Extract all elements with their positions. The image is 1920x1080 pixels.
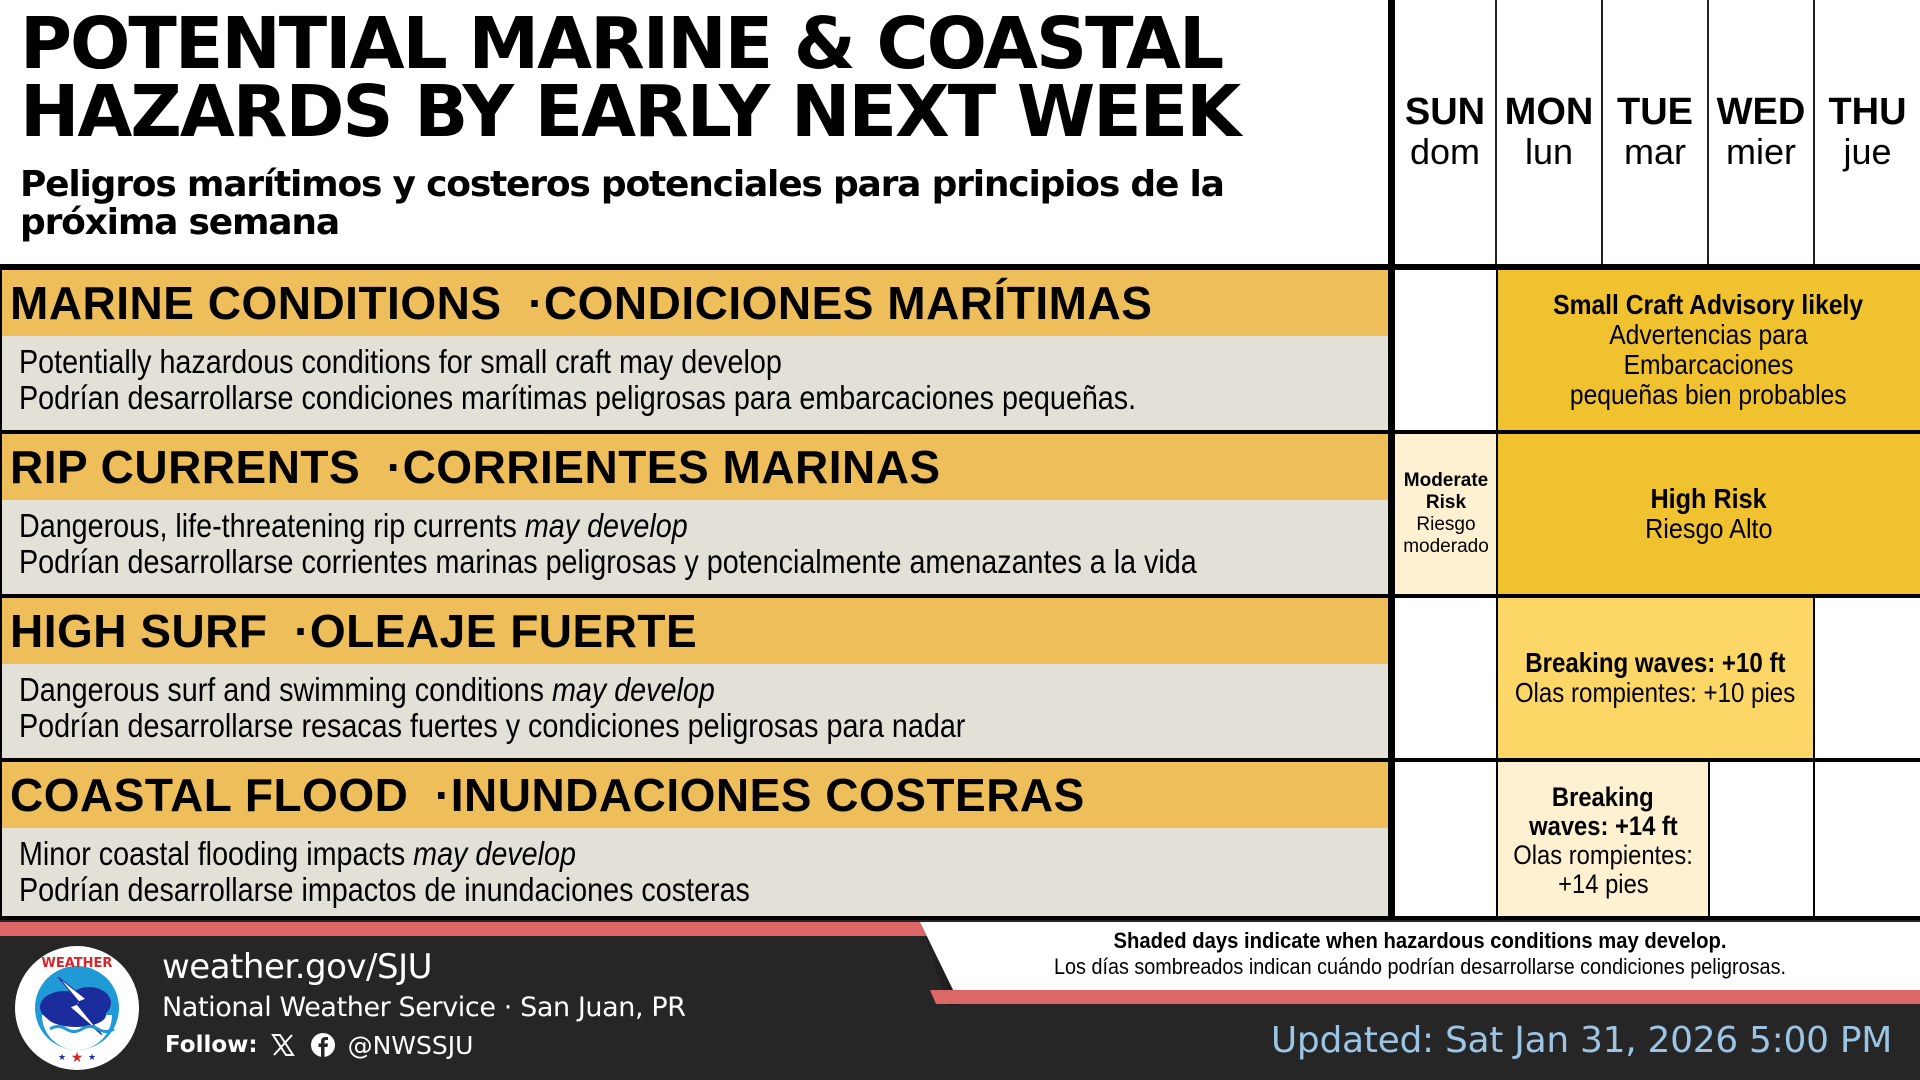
day-label-es: mar [1624,131,1686,172]
page-subtitle [20,166,1380,242]
hazard-title-rip-currents [0,434,1388,500]
subtitle-line-2: próxima semana [20,202,339,243]
notice-es: Los días sombreados indican cuándo podrían desarrollarse condiciones peligrosas. [1054,954,1786,979]
day-label-en: MON [1504,91,1594,133]
cell-text-2: moderado [1403,536,1489,557]
cell-text-1: Riesgo Alto [1644,513,1773,544]
cell-bold-text: Breaking [1552,782,1654,812]
cell-flood-sun [1395,762,1497,920]
day-label-es: lun [1524,131,1574,172]
hazard-desc-rip-currents [0,500,1388,594]
day-tue [1603,0,1709,264]
cell-text-2: +14 pies [1557,869,1649,899]
hazard-title-es: ·OLEAJE FUERTE [294,605,698,657]
desc-en-italic: may develop [524,507,688,544]
hazard-title-en: RIP CURRENTS [10,441,361,493]
page-title [20,2,1370,153]
subtitle-line-1: Peligros marítimos y costeros potenciales para principios de la [20,164,1224,205]
hazard-title-es: ·INUNDACIONES COSTERAS [434,769,1085,821]
cell-text-2: pequeñas bien probables [1570,379,1847,410]
desc-en-italic: may develop [413,835,576,872]
notice-accent-band [930,990,1920,1004]
office-name: National Weather Service · San Juan, PR [162,992,686,1023]
cell-bold-text: Breaking waves: +10 ft [1525,647,1786,678]
svg-text:★: ★ [87,1053,97,1063]
desc-es: Podrían desarrollarse condiciones marítimas peligrosas para embarcaciones pequeñas. [19,379,1137,416]
desc-es: Podrían desarrollarse corrientes marinas peligrosas y potencialmente amenazantes a la vida [19,543,1197,580]
facebook-icon[interactable] [308,1030,338,1060]
day-label-en: WED [1716,91,1806,133]
divider [0,270,2,920]
svg-text:★: ★ [57,1053,67,1063]
cell-flood-thu [1814,762,1920,920]
social-handle[interactable]: @NWSSJU [347,1030,474,1060]
cell-text-1: Olas rompientes: [1513,840,1693,870]
desc-en: Dangerous surf and swimming conditions [19,671,552,708]
cell-rip-sun [1395,434,1497,594]
cell-surf-sun [1395,598,1497,758]
divider [1388,0,1395,920]
title-line-2: HAZARDS BY EARLY NEXT WEEK [20,70,1240,153]
divider [1813,598,1815,920]
cell-bold-text: High Risk [1650,483,1767,514]
title-line-1: POTENTIAL MARINE & COASTAL [20,2,1223,85]
day-label-en: TUE [1617,91,1693,133]
day-label-es: jue [1843,131,1892,172]
day-wed [1709,0,1815,264]
hazard-title-en: HIGH SURF [10,605,268,657]
cell-flood-wed [1709,762,1814,920]
follow-row [165,1030,473,1060]
nws-logo-icon [14,945,140,1071]
desc-en: Minor coastal flooding impacts [19,835,414,872]
hazard-title-en: MARINE CONDITIONS [10,277,502,329]
day-label-en: SUN [1404,91,1486,133]
day-label-en: THU [1828,91,1907,133]
desc-es: Podrían desarrollarse impactos de inundaciones costeras [19,871,750,908]
cell-bold-text: waves: +14 ft [1528,811,1678,841]
hazard-desc-marine [0,336,1388,430]
notice-en: Shaded days indicate when hazardous conditions may develop. [1113,928,1727,953]
desc-en-italic: may develop [551,671,715,708]
divider [0,758,1920,762]
day-mon [1497,0,1603,264]
divider [0,430,1920,434]
cell-bold-text: Risk [1425,492,1467,513]
svg-text:WEATHER: WEATHER [41,956,113,971]
cell-rip-mon-thu [1497,434,1920,594]
hazard-title-high-surf [0,598,1388,664]
desc-es: Podrían desarrollarse resacas fuertes y condiciones peligrosas para nadar [19,707,966,744]
cell-surf-mon-wed [1497,598,1814,758]
divider [0,594,1920,598]
footer-accent-band [0,922,930,936]
day-label-es: mier [1726,131,1796,172]
cell-text-1: Advertencias para Embarcaciones [1609,319,1808,380]
hazard-title-coastal-flood [0,762,1388,828]
hazard-title-en: COASTAL FLOOD [10,769,409,821]
hazard-title-marine [0,270,1388,336]
svg-text:★: ★ [70,1050,84,1066]
cell-surf-thu [1814,598,1920,758]
cell-bold-text: Small Craft Advisory likely [1553,289,1864,320]
divider [0,264,1920,270]
hazard-desc-high-surf [0,664,1388,758]
desc-en: Dangerous, life-threatening rip currents [19,507,525,544]
hazard-desc-coastal-flood [0,828,1388,920]
x-icon[interactable] [268,1030,298,1060]
desc-en: Potentially hazardous conditions for small craft may develop [19,343,782,380]
hazard-title-es: ·CORRIENTES MARINAS [386,441,941,493]
day-thu [1815,0,1920,264]
cell-marine-sun [1395,270,1497,430]
cell-text-1: Olas rompientes: +10 pies [1515,677,1796,708]
divider [1496,270,1498,920]
day-label-es: dom [1409,131,1481,172]
updated-timestamp: Updated: Sat Jan 31, 2026 5:00 PM [1270,1020,1892,1061]
hazard-title-es: ·CONDICIONES MARÍTIMAS [528,277,1153,329]
cell-marine-mon-thu [1497,270,1920,430]
cell-bold-text: Moderate [1403,470,1489,491]
day-header [1395,0,1920,264]
follow-label: Follow: [165,1032,258,1058]
divider [1708,762,1710,920]
website-link[interactable]: weather.gov/SJU [162,947,432,987]
cell-flood-mon-tue [1497,762,1709,920]
cell-text-1: Riesgo [1416,514,1476,535]
day-sun [1395,0,1497,264]
